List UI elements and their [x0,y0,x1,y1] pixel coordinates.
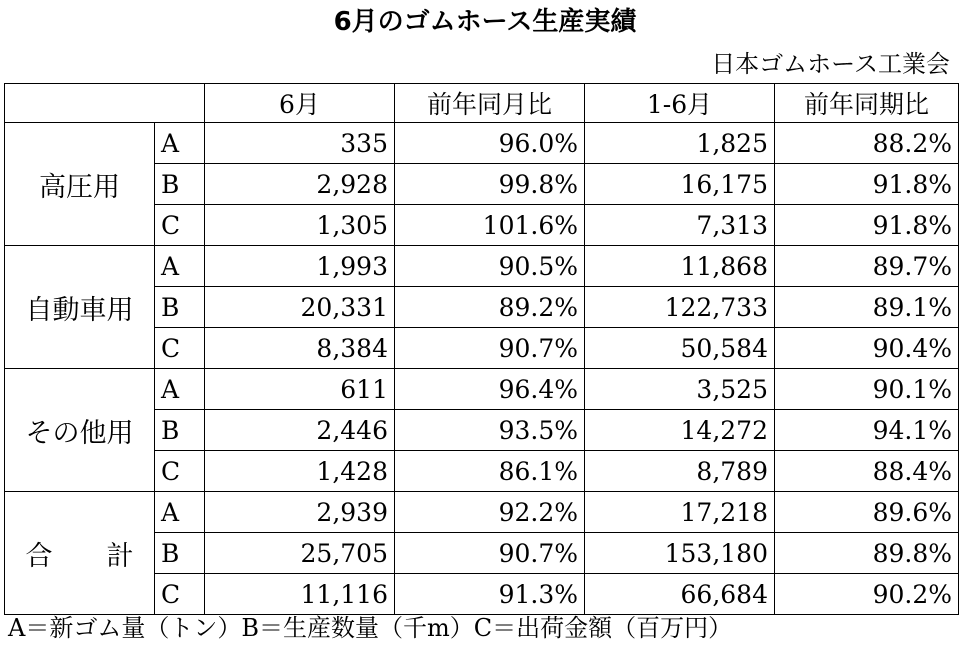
month-value: 2,928 [205,164,395,205]
month-yoy-value: 99.8% [395,164,585,205]
month-yoy-value: 101.6% [395,205,585,246]
sub-label: A [155,246,205,287]
source-label: 日本ゴムホース工業会 [711,50,950,78]
header-month-yoy: 前年同月比 [395,84,585,123]
period-yoy-value: 88.4% [775,451,959,492]
sub-label: C [155,328,205,369]
sub-label: A [155,492,205,533]
month-value: 25,705 [205,533,395,574]
period-value: 16,175 [585,164,775,205]
month-value: 1,428 [205,451,395,492]
category-label: 自動車用 [5,246,155,369]
month-yoy-value: 89.2% [395,287,585,328]
period-value: 11,868 [585,246,775,287]
month-value: 335 [205,123,395,164]
period-value: 8,789 [585,451,775,492]
period-value: 1,825 [585,123,775,164]
sub-label: B [155,287,205,328]
period-yoy-value: 90.4% [775,328,959,369]
period-value: 153,180 [585,533,775,574]
table-row [5,492,959,533]
table-row [5,369,959,410]
footnote: A＝新ゴム量（トン）B＝生産数量（千m）C＝出荷金額（百万円） [8,614,733,642]
page-title: 6月のゴムホース生産実績 [333,7,637,37]
period-yoy-value: 91.8% [775,164,959,205]
period-yoy-value: 91.8% [775,205,959,246]
period-value: 3,525 [585,369,775,410]
month-yoy-value: 96.0% [395,123,585,164]
period-yoy-value: 88.2% [775,123,959,164]
sub-label: B [155,410,205,451]
month-value: 2,939 [205,492,395,533]
month-value: 11,116 [205,574,395,615]
period-yoy-value: 90.1% [775,369,959,410]
month-yoy-value: 93.5% [395,410,585,451]
production-table [4,83,959,615]
period-value: 66,684 [585,574,775,615]
sub-label: B [155,164,205,205]
month-yoy-value: 90.7% [395,533,585,574]
month-yoy-value: 96.4% [395,369,585,410]
sub-label: A [155,123,205,164]
period-value: 50,584 [585,328,775,369]
month-value: 1,305 [205,205,395,246]
period-yoy-value: 90.2% [775,574,959,615]
sub-label: A [155,369,205,410]
month-value: 1,993 [205,246,395,287]
category-label: 合 計 [5,492,155,615]
period-yoy-value: 89.7% [775,246,959,287]
sub-label: C [155,205,205,246]
period-yoy-value: 94.1% [775,410,959,451]
month-value: 8,384 [205,328,395,369]
period-value: 7,313 [585,205,775,246]
table-header-row [5,84,959,123]
month-yoy-value: 90.7% [395,328,585,369]
period-value: 122,733 [585,287,775,328]
month-value: 20,331 [205,287,395,328]
month-value: 611 [205,369,395,410]
header-period-yoy: 前年同期比 [775,84,959,123]
table-row [5,123,959,164]
month-value: 2,446 [205,410,395,451]
month-yoy-value: 86.1% [395,451,585,492]
header-period: 1-6月 [585,84,775,123]
month-yoy-value: 92.2% [395,492,585,533]
month-yoy-value: 91.3% [395,574,585,615]
period-value: 14,272 [585,410,775,451]
month-yoy-value: 90.5% [395,246,585,287]
category-label: 高圧用 [5,123,155,246]
table-body [5,123,959,615]
sub-label: C [155,574,205,615]
period-value: 17,218 [585,492,775,533]
table-row [5,246,959,287]
period-yoy-value: 89.1% [775,287,959,328]
header-month: 6月 [205,84,395,123]
sub-label: B [155,533,205,574]
period-yoy-value: 89.8% [775,533,959,574]
header-blank [5,84,205,123]
period-yoy-value: 89.6% [775,492,959,533]
category-label: その他用 [5,369,155,492]
sub-label: C [155,451,205,492]
